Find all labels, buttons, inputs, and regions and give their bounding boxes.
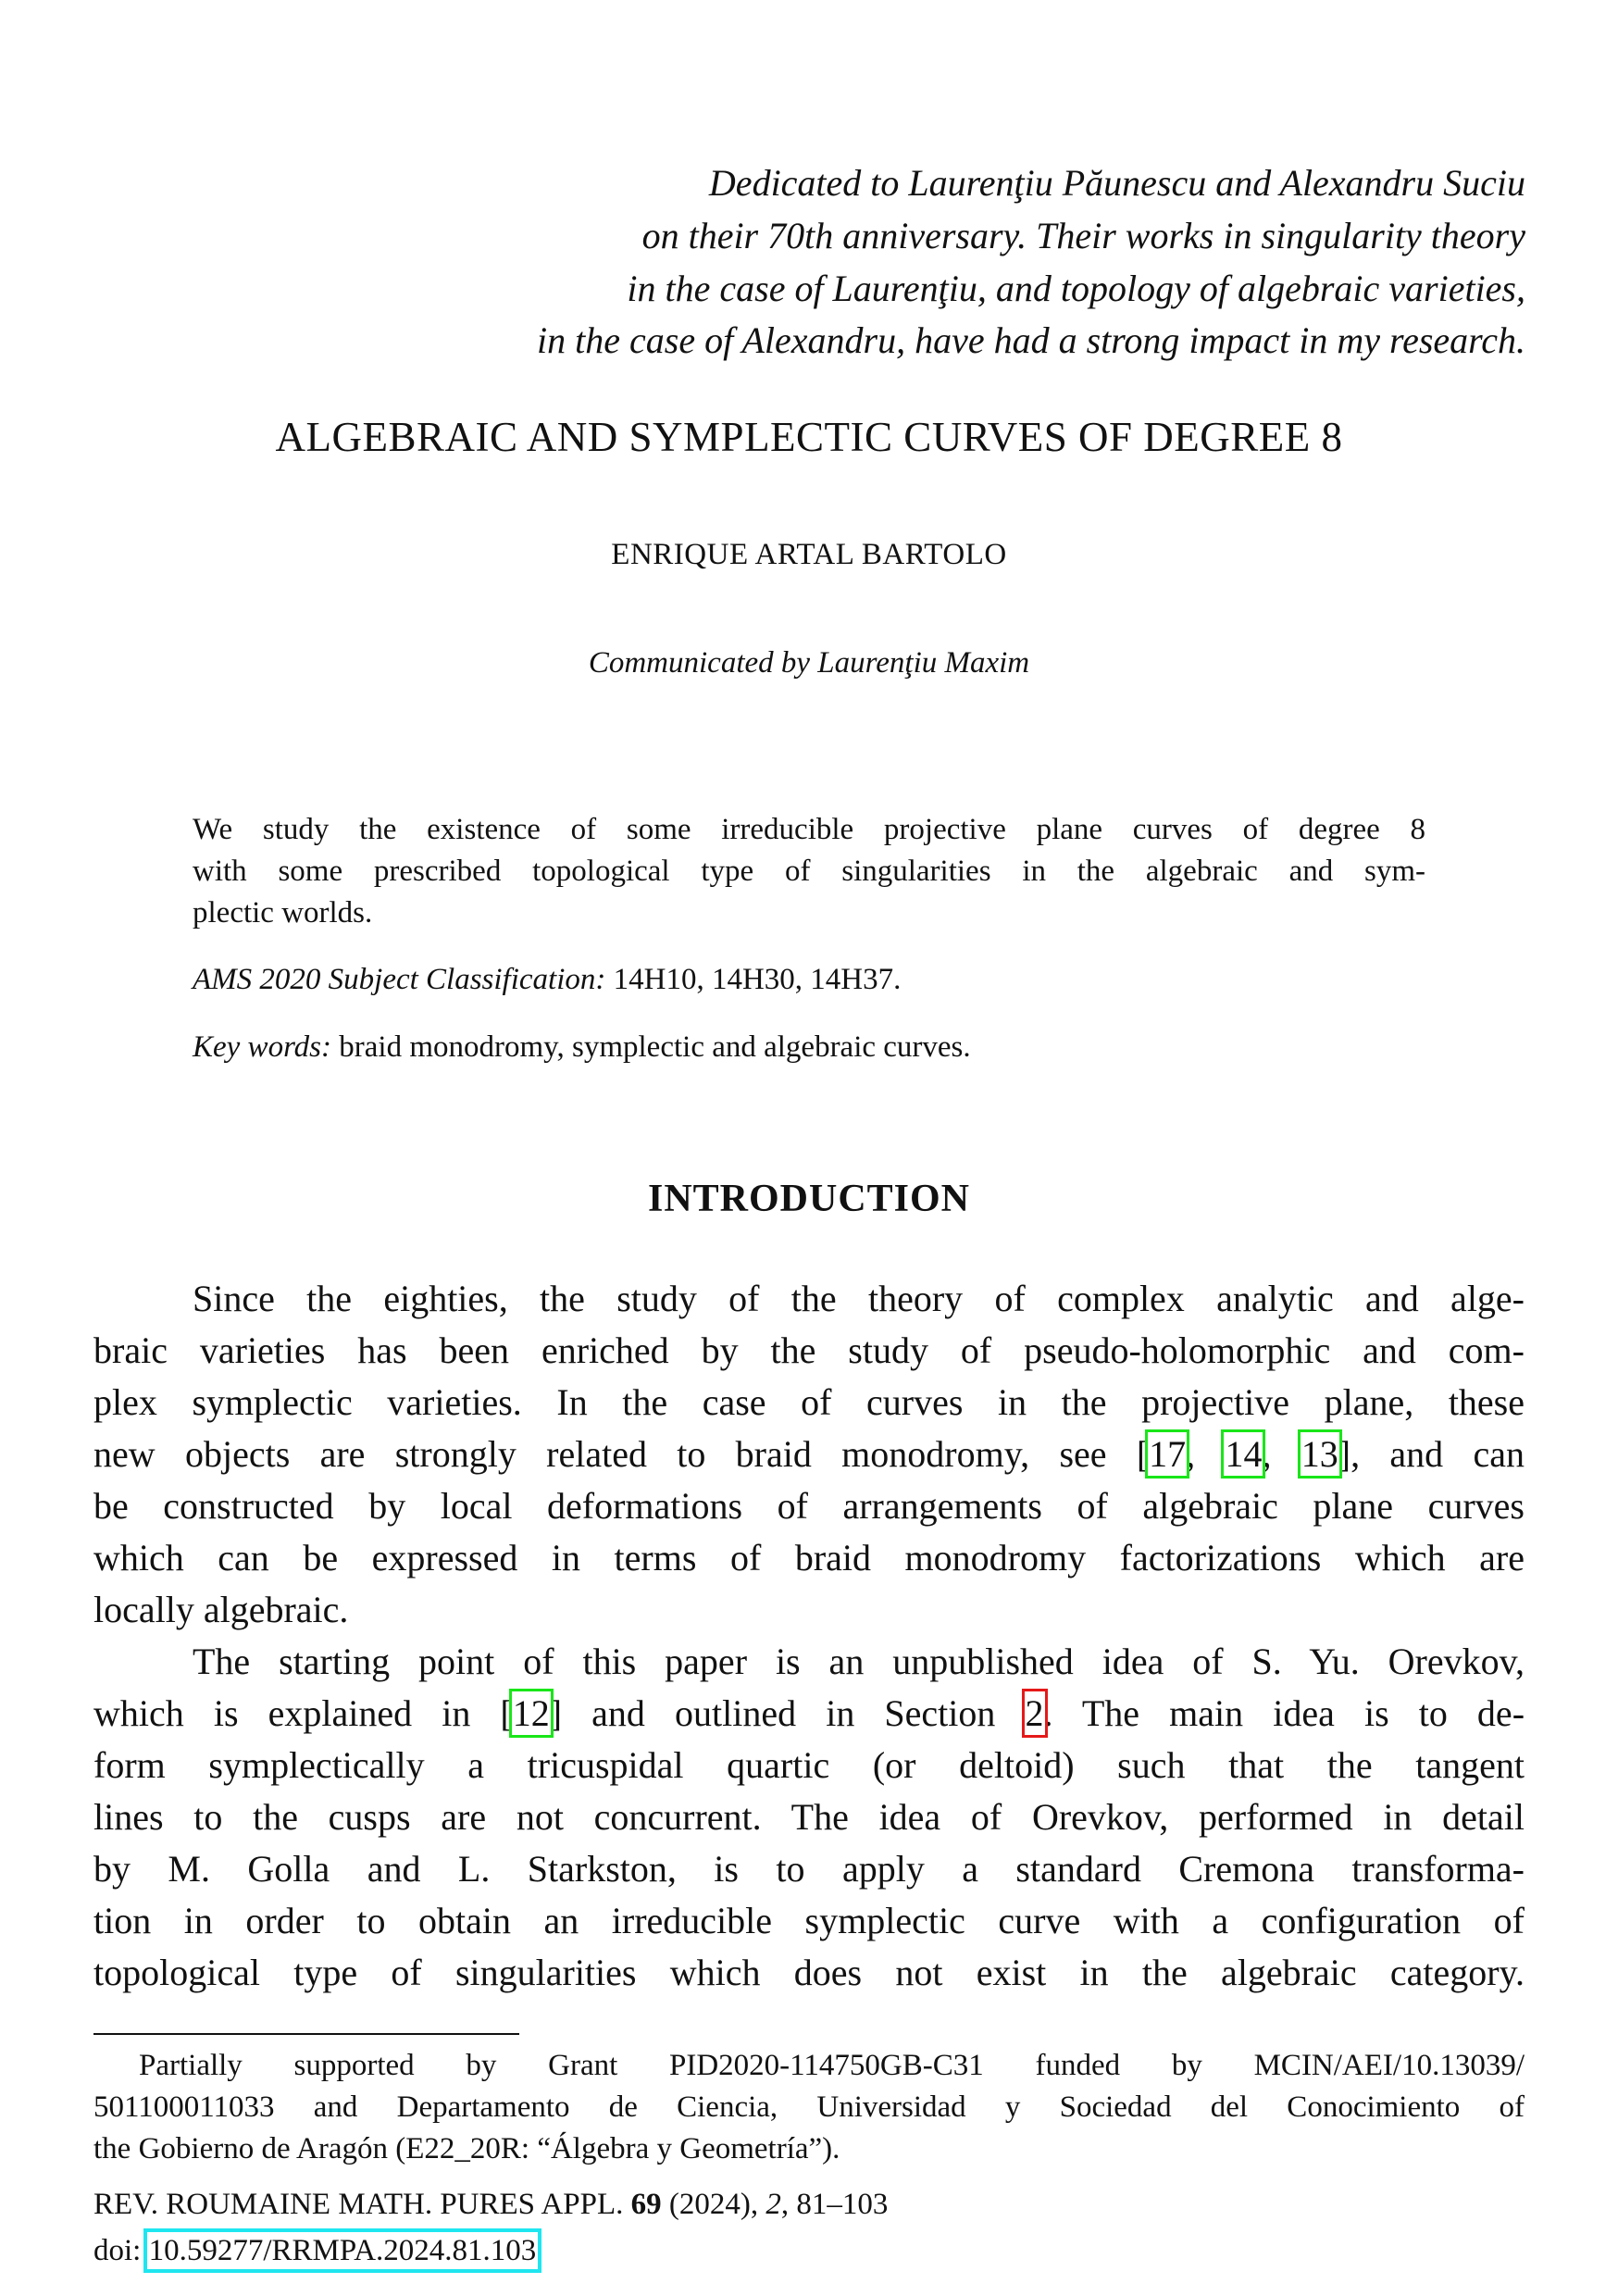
- body-line: braic varieties has been enriched by the study of pseudo-holomorphic and com-: [93, 1329, 1525, 1371]
- abstract-line: plectic worlds.: [193, 896, 373, 930]
- footnote-line: Partially supported by Grant PID2020-114750GB-C31 funded by MCIN/AEI/10.13039/: [139, 2049, 1525, 2082]
- dedication-line-4: in the case of Alexandru, have had a strong impact in my research.: [537, 319, 1525, 361]
- journal-volume: 69: [630, 2188, 662, 2221]
- journal-name: REV. ROUMAINE MATH. PURES APPL.: [93, 2188, 631, 2221]
- author-name: ENRIQUE ARTAL BARTOLO: [611, 538, 1007, 571]
- citation-link-17[interactable]: 17: [1149, 1433, 1187, 1475]
- citation-link-12[interactable]: 12: [512, 1692, 550, 1734]
- abstract-line: We study the existence of some irreducible projective plane curves of degree 8: [193, 813, 1425, 846]
- body-line: topological type of singularities which does not exist in the algebraic category.: [93, 1952, 1525, 1993]
- citation-link-14[interactable]: 14: [1225, 1433, 1263, 1475]
- body-text: , and can: [1350, 1433, 1525, 1475]
- dedication-line-2: on their 70th anniversary. Their works in singularity theory: [641, 215, 1525, 256]
- dedication-line-1: Dedicated to Laurenţiu Păunescu and Alexandru Suciu: [708, 162, 1525, 204]
- ams-classification: [193, 965, 1425, 995]
- key-words: [193, 1032, 1425, 1063]
- body-line: locally algebraic.: [93, 1589, 349, 1630]
- body-line: Since the eighties, the study of the theory of complex analytic and alge-: [193, 1278, 1525, 1319]
- body-text: ] and outlined in Section: [549, 1692, 1026, 1734]
- body-text: new objects are strongly related to braid monodromy, see [: [93, 1433, 1150, 1475]
- body-line: plex symplectic varieties. In the case of curves in the projective plane, these: [93, 1381, 1525, 1423]
- journal-year: (2024),: [661, 2188, 766, 2221]
- abstract-line: with some prescribed topological type of singularities in the algebraic and sym-: [193, 855, 1425, 888]
- body-line: which can be expressed in terms of braid monodromy factorizations which are: [93, 1537, 1525, 1578]
- doi-label: doi:: [93, 2234, 149, 2267]
- body-line: lines to the cusps are not concurrent. The idea of Orevkov, performed in detail: [93, 1796, 1525, 1838]
- body-line: be constructed by local deformations of arrangements of algebraic plane curves: [93, 1485, 1525, 1527]
- footnote-line: 501100011033 and Departamento de Ciencia, Universidad y Sociedad del Conocimiento of: [93, 2090, 1525, 2124]
- dedication-line-3: in the case of Laurenţiu, and topology of algebraic varieties,: [627, 268, 1525, 309]
- doi-line: [93, 2236, 1525, 2266]
- section-link-2[interactable]: 2: [1025, 1692, 1044, 1734]
- paper-title: ALGEBRAIC AND SYMPLECTIC CURVES OF DEGREE 8: [275, 414, 1343, 460]
- body-line-citations: new objects are strongly related to braid monodromy, see [17, 14, 13], and can: [93, 1433, 1525, 1475]
- body-line: form symplectically a tricuspidal quartic (or deltoid) such that the tangent: [93, 1744, 1525, 1786]
- section-heading-introduction: INTRODUCTION: [647, 1178, 971, 1220]
- body-line: by M. Golla and L. Starkston, is to apply a standard Cremona transforma-: [93, 1848, 1525, 1890]
- body-line: tion in order to obtain an irreducible symplectic curve with a configuration of: [93, 1900, 1525, 1941]
- ams-label: AMS 2020 Subject Classification:: [193, 963, 606, 996]
- footnote-line: the Gobierno de Aragón (E22_20R: “Álgebra y Geometría”).: [93, 2132, 840, 2165]
- body-line: The starting point of this paper is an unpublished idea of S. Yu. Orevkov,: [193, 1641, 1525, 1682]
- footnote-rule: [93, 2033, 519, 2035]
- body-text: . The main idea is to de-: [1043, 1692, 1525, 1734]
- communicated-by: Communicated by Laurenţiu Maxim: [588, 646, 1030, 680]
- body-text: which is explained in [: [93, 1692, 513, 1734]
- journal-issue: 2: [765, 2188, 781, 2221]
- keywords-value: braid monodromy, symplectic and algebraic curves.: [331, 1030, 971, 1064]
- keywords-label: Key words:: [193, 1030, 332, 1064]
- journal-pages: , 81–103: [780, 2188, 889, 2221]
- body-line-references: [93, 1692, 1525, 1734]
- ams-value: 14H10, 14H30, 14H37.: [605, 963, 902, 996]
- citation-link-13[interactable]: 13: [1301, 1433, 1338, 1475]
- doi-link[interactable]: 10.59277/RRMPA.2024.81.103: [148, 2234, 537, 2267]
- journal-citation: [93, 2190, 1525, 2220]
